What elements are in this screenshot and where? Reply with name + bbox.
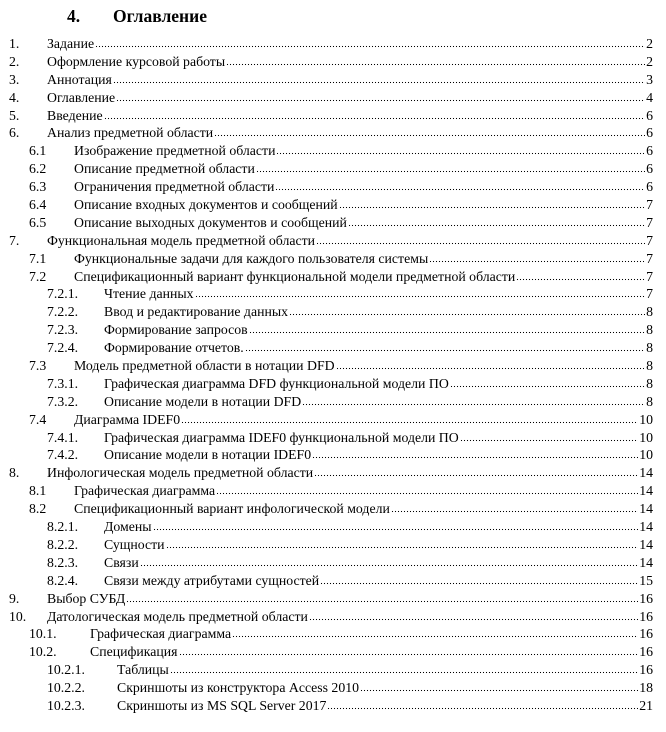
toc-entry-number: 8.2.2.: [47, 536, 79, 552]
dot-leader: [226, 55, 645, 66]
toc-entry-page: 8: [646, 304, 653, 320]
toc-entry-title[interactable]: Модель предметной области в нотации DFD: [74, 358, 335, 374]
toc-entry[interactable]: [0, 661, 666, 679]
toc-entry-title[interactable]: Спецификационный вариант функциональной модели предметной области: [74, 268, 516, 284]
toc-entry-page: 10: [639, 411, 653, 427]
toc-entry-title[interactable]: Ввод и редактирование данных: [104, 304, 289, 320]
toc-entry-page: 6: [646, 179, 653, 195]
toc-entry-body: [47, 89, 653, 107]
toc-entry-page: 8: [646, 340, 653, 356]
toc-entry-body: [117, 697, 653, 715]
toc-entry-page: 2: [646, 53, 653, 69]
toc-entry-title[interactable]: Описание предметной области: [74, 161, 255, 177]
toc-entry-title[interactable]: Анализ предметной области: [47, 125, 214, 141]
toc-entry-title[interactable]: Описание модели в нотации IDEF0: [104, 447, 312, 463]
toc-entry-title[interactable]: Графическая диаграмма IDEF0 функциональной модели ПО: [104, 429, 459, 445]
toc-entry[interactable]: [0, 518, 666, 536]
toc-entry-number: 6.: [9, 125, 20, 141]
toc-entry[interactable]: [0, 107, 666, 125]
toc-entry-number: 3.: [9, 71, 20, 87]
toc-entry-number: 10.2.1.: [47, 662, 85, 678]
toc-entry-body: [104, 536, 653, 554]
toc-entry-title[interactable]: Диаграмма IDEF0: [74, 411, 181, 427]
toc-entry-title[interactable]: Инфологическая модель предметной области: [47, 465, 314, 481]
toc-entry[interactable]: [0, 35, 666, 53]
toc-entry-number: 6.5: [29, 214, 47, 230]
dot-leader: [309, 610, 638, 621]
toc-entry[interactable]: [0, 214, 666, 232]
toc-entry-body: [104, 554, 653, 572]
toc-entry-title[interactable]: Датологическая модель предметной области: [47, 608, 308, 624]
dot-leader: [232, 627, 638, 638]
dot-leader: [316, 234, 645, 245]
toc-entry-body: [74, 214, 653, 232]
dot-leader: [275, 180, 645, 191]
toc-entry-page: 21: [639, 697, 653, 713]
toc-entry-number: 8.1: [29, 483, 47, 499]
toc-entry-body: [104, 285, 653, 303]
toc-entry[interactable]: [0, 339, 666, 357]
toc-entry-number: 10.: [9, 608, 27, 624]
toc-entry-number: 7.2.1.: [47, 286, 79, 302]
toc-entry-body: [74, 250, 653, 268]
dot-leader: [312, 448, 638, 459]
toc-entry-number: 7.2.4.: [47, 340, 79, 356]
toc-entry-body: [104, 446, 653, 464]
dot-leader: [289, 305, 645, 316]
toc-entry-number: 8.2.3.: [47, 554, 79, 570]
toc-entry[interactable]: [0, 679, 666, 697]
toc-entry-body: [74, 357, 653, 375]
toc-entry-number: 6.1: [29, 143, 47, 159]
toc-entry-page: 14: [639, 483, 653, 499]
toc-entry-number: 8.2.1.: [47, 519, 79, 535]
toc-entry-body: [74, 196, 653, 214]
toc-entry-number: 9.: [9, 590, 20, 606]
toc-entry-number: 7.4.2.: [47, 447, 79, 463]
dot-leader: [327, 699, 638, 710]
dot-leader: [391, 502, 638, 513]
dot-leader: [339, 198, 645, 209]
toc-entry[interactable]: [0, 608, 666, 626]
toc-entry-body: [74, 500, 653, 518]
toc-entry-body: [47, 35, 653, 53]
toc-entry[interactable]: [0, 53, 666, 71]
toc-entry-page: 14: [639, 554, 653, 570]
dot-leader: [302, 395, 645, 406]
toc-entry[interactable]: [0, 482, 666, 500]
toc-entry[interactable]: [0, 89, 666, 107]
toc-entry-number: 2.: [9, 53, 20, 69]
toc-entry-body: [74, 142, 653, 160]
toc-entry-body: [47, 608, 653, 626]
toc-entry-title[interactable]: Аннотация: [47, 71, 112, 87]
toc-entry-number: 7.3.2.: [47, 393, 79, 409]
toc-entry-title[interactable]: Связи: [104, 554, 139, 570]
toc-entry-body: [104, 321, 653, 339]
toc-entry-title[interactable]: Описание модели в нотации DFD: [104, 393, 302, 409]
dot-leader: [104, 109, 645, 120]
toc-entry-number: 7.4: [29, 411, 47, 427]
toc-entry[interactable]: [0, 500, 666, 518]
toc-entry-number: 7.: [9, 232, 20, 248]
toc-entry-body: [74, 268, 653, 286]
dot-leader: [195, 287, 646, 298]
dot-leader: [249, 323, 645, 334]
dot-leader: [181, 413, 638, 424]
toc-entry[interactable]: [0, 464, 666, 482]
toc-entry[interactable]: [0, 625, 666, 643]
toc-entry-number: 7.2.3.: [47, 322, 79, 338]
toc-entry-page: 8: [646, 358, 653, 374]
toc-entry-body: [104, 375, 653, 393]
toc-entry[interactable]: [0, 142, 666, 160]
dot-leader: [140, 556, 638, 567]
toc-entry-title[interactable]: Связи между атрибутами сущностей: [104, 572, 320, 588]
toc-entry-body: [74, 160, 653, 178]
toc-entry[interactable]: [0, 536, 666, 554]
toc-entry[interactable]: [0, 411, 666, 429]
toc-entry-page: 16: [639, 644, 653, 660]
dot-leader: [256, 162, 645, 173]
toc-entry-body: [104, 429, 653, 447]
toc-entry-number: 8.: [9, 465, 20, 481]
toc-entry-number: 10.2.3.: [47, 697, 85, 713]
toc-entry-title[interactable]: Ограничения предметной области: [74, 179, 275, 195]
toc-entry-number: 7.3.1.: [47, 375, 79, 391]
toc-entry-page: 6: [646, 125, 653, 141]
toc-entry-number: 8.2: [29, 501, 47, 517]
dot-leader: [450, 377, 645, 388]
dot-leader: [348, 216, 645, 227]
toc-entry[interactable]: [0, 196, 666, 214]
toc-entry-body: [74, 411, 653, 429]
toc-entry-number: 4.: [9, 89, 20, 105]
dot-leader: [126, 592, 638, 603]
toc-entry-body: [104, 518, 653, 536]
toc-entry-number: 7.3: [29, 358, 47, 374]
dot-leader: [314, 466, 638, 477]
toc-entry[interactable]: [0, 590, 666, 608]
toc-entry[interactable]: [0, 554, 666, 572]
toc-entry[interactable]: [0, 697, 666, 715]
toc-entry-number: 5.: [9, 107, 20, 123]
toc-heading: [0, 6, 666, 30]
toc-entry-number: 6.3: [29, 179, 47, 195]
toc-entry-page: 6: [646, 107, 653, 123]
toc-entry-number: 10.2.: [29, 644, 57, 660]
toc-entry-page: 7: [646, 250, 653, 266]
toc-entry-page: 8: [646, 375, 653, 391]
toc-entry[interactable]: [0, 124, 666, 142]
toc-entry[interactable]: [0, 572, 666, 590]
toc-entry-number: 6.2: [29, 161, 47, 177]
toc-entry-page: 7: [646, 286, 653, 302]
dot-leader: [460, 431, 638, 442]
table-of-contents: [0, 35, 666, 715]
dot-leader: [516, 270, 645, 281]
toc-entry-body: [117, 661, 653, 679]
toc-entry-page: 16: [639, 626, 653, 642]
toc-entry[interactable]: [0, 393, 666, 411]
toc-entry-number: 10.1.: [29, 626, 57, 642]
toc-entry-body: [47, 464, 653, 482]
heading-number: 4.: [67, 6, 81, 26]
toc-entry-page: 7: [646, 197, 653, 213]
toc-entry[interactable]: [0, 160, 666, 178]
toc-entry-body: [117, 679, 653, 697]
toc-entry-page: 7: [646, 214, 653, 230]
dot-leader: [360, 681, 638, 692]
toc-entry-page: 4: [646, 89, 653, 105]
toc-entry-page: 14: [639, 501, 653, 517]
toc-entry[interactable]: [0, 285, 666, 303]
dot-leader: [214, 126, 645, 137]
toc-entry-body: [47, 107, 653, 125]
toc-entry[interactable]: [0, 303, 666, 321]
toc-entry-page: 16: [639, 590, 653, 606]
toc-entry-body: [104, 303, 653, 321]
toc-entry-body: [74, 178, 653, 196]
toc-entry-page: 6: [646, 143, 653, 159]
toc-entry-body: [104, 339, 653, 357]
toc-entry-page: 2: [646, 36, 653, 51]
toc-entry-number: 8.2.4.: [47, 572, 79, 588]
toc-entry[interactable]: [0, 357, 666, 375]
dot-leader: [276, 144, 645, 155]
toc-entry-number: 7.1: [29, 250, 47, 266]
dot-leader: [95, 37, 645, 48]
toc-entry-title[interactable]: Выбор СУБД: [47, 590, 126, 606]
toc-entry-page: 6: [646, 161, 653, 177]
toc-entry-title[interactable]: Задание: [47, 36, 95, 51]
toc-entry-number: 10.2.2.: [47, 680, 85, 696]
toc-entry[interactable]: [0, 429, 666, 447]
dot-leader: [245, 341, 645, 352]
toc-entry-body: [90, 643, 653, 661]
toc-entry-title[interactable]: Спецификационный вариант инфологической модели: [74, 501, 390, 517]
toc-entry-title[interactable]: Таблицы: [117, 662, 169, 678]
toc-entry-number: 1.: [9, 36, 20, 51]
toc-entry-title[interactable]: Формирование отчетов.: [104, 340, 244, 356]
toc-entry-title[interactable]: Описание выходных документов и сообщений: [74, 214, 347, 230]
toc-entry[interactable]: [0, 232, 666, 250]
toc-entry-title[interactable]: Введение: [47, 107, 103, 123]
toc-entry-title[interactable]: Оглавление: [47, 89, 116, 105]
toc-entry[interactable]: [0, 250, 666, 268]
toc-entry[interactable]: [0, 446, 666, 464]
toc-entry-body: [90, 625, 653, 643]
toc-entry-title[interactable]: Функциональная модель предметной области: [47, 232, 316, 248]
toc-entry-body: [104, 393, 653, 411]
toc-entry-number: 7.2.2.: [47, 304, 79, 320]
dot-leader: [179, 645, 639, 656]
dot-leader: [320, 574, 638, 585]
dot-leader: [166, 538, 639, 549]
toc-entry-number: 7.2: [29, 268, 47, 284]
toc-entry-title[interactable]: Графическая диаграмма: [74, 483, 216, 499]
toc-entry-page: 16: [639, 608, 653, 624]
dot-leader: [116, 91, 645, 102]
dot-leader: [429, 252, 645, 263]
toc-entry-page: 15: [639, 572, 653, 588]
toc-entry-page: 10: [639, 429, 653, 445]
toc-entry-title[interactable]: Функциональные задачи для каждого пользователя системы: [74, 250, 429, 266]
toc-entry-title[interactable]: Изображение предметной области: [74, 143, 276, 159]
toc-entry-page: 3: [646, 71, 653, 87]
dot-leader: [153, 520, 639, 531]
toc-entry-page: 14: [639, 536, 653, 552]
toc-entry[interactable]: [0, 321, 666, 339]
dot-leader: [113, 73, 645, 84]
toc-entry[interactable]: [0, 375, 666, 393]
toc-entry-title[interactable]: Чтение данных: [104, 286, 194, 302]
page-title: Оглавление: [113, 6, 207, 26]
toc-entry-title[interactable]: Формирование запросов: [104, 322, 248, 338]
toc-entry-title[interactable]: Оформление курсовой работы: [47, 53, 226, 69]
toc-entry-title[interactable]: Спецификация: [90, 644, 178, 660]
toc-entry-page: 8: [646, 393, 653, 409]
toc-entry-title[interactable]: Домены: [104, 519, 152, 535]
toc-entry-body: [47, 53, 653, 71]
toc-entry-number: 7.4.1.: [47, 429, 79, 445]
toc-entry-number: 6.4: [29, 197, 47, 213]
toc-entry-title[interactable]: Скриншоты из конструктора Access 2010: [117, 680, 360, 696]
toc-entry[interactable]: [0, 178, 666, 196]
dot-leader: [336, 359, 646, 370]
toc-entry-title[interactable]: Сущности: [104, 536, 165, 552]
toc-entry-title[interactable]: Графическая диаграмма DFD функциональной модели ПО: [104, 375, 449, 391]
dot-leader: [216, 484, 638, 495]
toc-entry-body: [74, 482, 653, 500]
toc-entry-body: [47, 124, 653, 142]
toc-entry-title[interactable]: Скриншоты из MS SQL Server 2017: [117, 697, 327, 713]
toc-entry-page: 18: [639, 680, 653, 696]
toc-entry[interactable]: [0, 268, 666, 286]
toc-entry[interactable]: [0, 643, 666, 661]
toc-entry-page: 14: [639, 465, 653, 481]
toc-entry-page: 7: [646, 232, 653, 248]
dot-leader: [170, 663, 638, 674]
toc-entry-body: [104, 572, 653, 590]
toc-entry-body: [47, 590, 653, 608]
toc-entry-page: 8: [646, 322, 653, 338]
toc-entry-title[interactable]: Описание входных документов и сообщений: [74, 197, 338, 213]
toc-entry[interactable]: [0, 71, 666, 89]
toc-entry-title[interactable]: Графическая диаграмма: [90, 626, 232, 642]
toc-entry-body: [47, 232, 653, 250]
toc-entry-body: [47, 71, 653, 89]
toc-entry-page: 14: [639, 519, 653, 535]
toc-entry-page: 10: [639, 447, 653, 463]
toc-entry-page: 16: [639, 662, 653, 678]
toc-entry-page: 7: [646, 268, 653, 284]
